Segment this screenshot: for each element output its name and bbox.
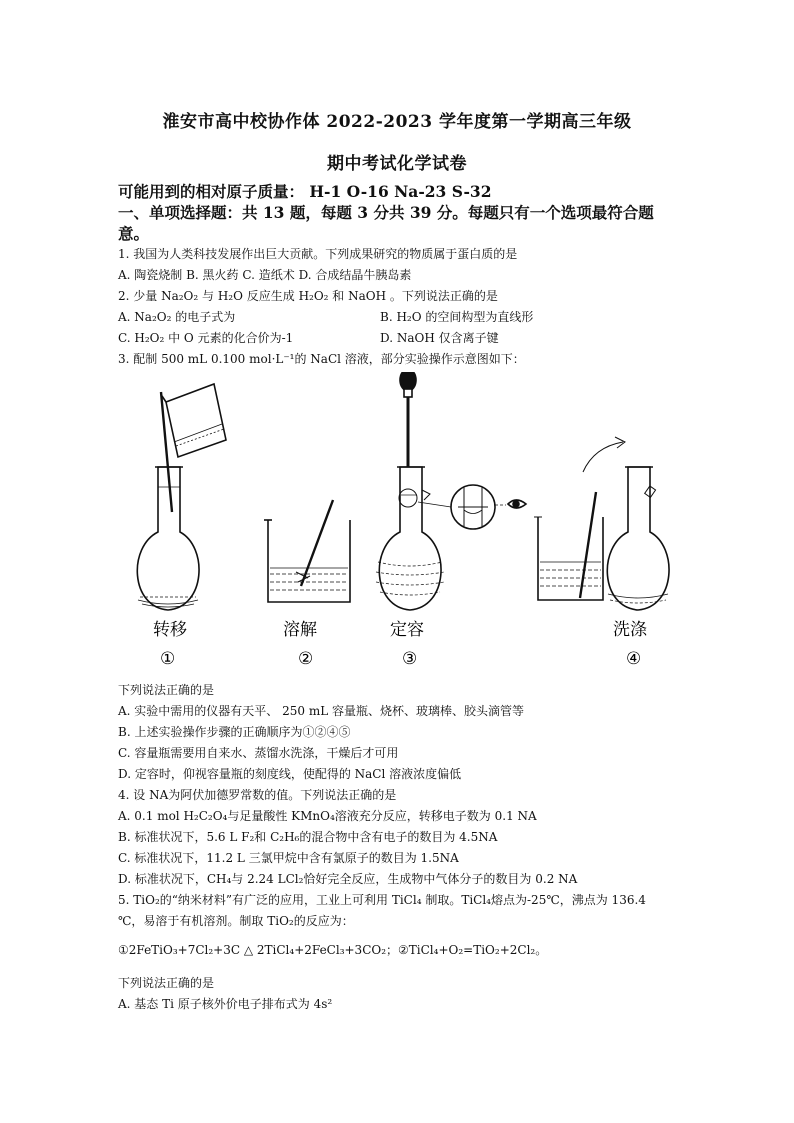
atomic-masses: 可能用到的相对原子质量： H-1 O-16 Na-23 S-32 xyxy=(118,182,492,201)
step-label-dissolve: 溶解 xyxy=(283,620,317,640)
q5-reactions: ①2FeTiO₃+7Cl₂+3C △ 2TiCl₄+2FeCl₃+3CO₂；②TiCl₄+O₂=TiO₂+2Cl₂。 xyxy=(118,943,548,957)
q3-prompt: 下列说法正确的是 xyxy=(118,683,215,697)
q4-option-c: C. 标准状况下，11.2 L 三氯甲烷中含有氯原子的数目为 1.5NA xyxy=(118,851,459,865)
lab-procedure-diagram xyxy=(118,372,678,672)
step-number-1: ① xyxy=(160,649,176,669)
q5-option-a: A. 基态 Ti 原子核外价电子排布式为 4s² xyxy=(118,997,333,1011)
section1-heading-line2: 意。 xyxy=(118,224,150,243)
q2-option-d: D. NaOH 仅含离子键 xyxy=(380,331,499,345)
magnified-scale xyxy=(418,485,495,529)
step-number-4: ④ xyxy=(626,649,642,669)
q2-options-cd xyxy=(118,330,708,346)
q4-option-d: D. 标准状况下，CH₄与 2.24 LCl₂恰好完全反应，生成物中气体分子的数目为 0.2 NA xyxy=(118,872,578,886)
beaker-pouring xyxy=(162,384,226,457)
q1-stem: 1. 我国为人类科技发展作出巨大贡献。下列成果研究的物质属于蛋白质的是 xyxy=(118,247,518,261)
volumetric-flask-transfer xyxy=(137,467,199,610)
exam-title-line2: 期中考试化学试卷 xyxy=(327,154,467,174)
dropper xyxy=(400,372,416,482)
q1-options: A. 陶瓷烧制 B. 黑火药 C. 造纸术 D. 合成结晶牛胰岛素 xyxy=(118,268,412,282)
q2-option-a: A. Na₂O₂ 的电子式为 xyxy=(118,310,236,324)
q5-stem-line2: ℃，易溶于有机溶剂。制取 TiO₂的反应为： xyxy=(118,914,354,928)
volumetric-flask-wash xyxy=(607,467,669,610)
q5-stem-line1: 5. TiO₂的“纳米材料”有广泛的应用，工业上可利用 TiCl₄ 制取。TiCl₄熔点为-25℃，沸点为 136.4 xyxy=(118,893,646,907)
step-number-3: ③ xyxy=(402,649,418,669)
q3-option-a: A. 实验中需用的仪器有天平、 250 mL 容量瓶、烧杯、玻璃棒、胶头滴管等 xyxy=(118,704,524,718)
q3-stem: 3. 配制 500 mL 0.100 mol·L⁻¹的 NaCl 溶液，部分实验操作示意图如下： xyxy=(118,352,525,366)
curved-arrow-icon xyxy=(583,437,625,472)
beaker-wash xyxy=(534,492,603,600)
q4-stem: 4. 设 NA为阿伏加德罗常数的值。下列说法正确的是 xyxy=(118,788,397,802)
exam-title-line1: 淮安市高中校协作体 2022-2023 学年度第一学期高三年级 xyxy=(162,112,632,132)
q3-option-d: D. 定容时，仰视容量瓶的刻度线，使配得的 NaCl 溶液浓度偏低 xyxy=(118,767,462,781)
section1-heading-line1: 一、单项选择题：共 13 题，每题 3 分共 39 分。每题只有一个选项最符合题 xyxy=(118,203,654,222)
q3-option-c: C. 容量瓶需要用自来水、蒸馏水洗涤，干燥后才可用 xyxy=(118,746,399,760)
q4-option-b: B. 标准状况下，5.6 L F₂和 C₂H₆的混合物中含有电子的数目为 4.5NA xyxy=(118,830,498,844)
q5-prompt: 下列说法正确的是 xyxy=(118,976,215,990)
volumetric-flask-volume xyxy=(376,467,444,610)
q2-stem: 2. 少量 Na₂O₂ 与 H₂O 反应生成 H₂O₂ 和 NaOH 。下列说法正确的是 xyxy=(118,289,498,303)
q2-options-ab xyxy=(118,309,708,325)
q2-option-c: C. H₂O₂ 中 O 元素的化合价为-1 xyxy=(118,331,294,345)
step-number-2: ② xyxy=(298,649,314,669)
step-label-volume: 定容 xyxy=(390,620,424,640)
q3-figure xyxy=(118,372,678,672)
eye-icon xyxy=(495,500,526,508)
step-label-transfer: 转移 xyxy=(153,620,187,640)
q3-option-b: B. 上述实验操作步骤的正确顺序为①②④⑤ xyxy=(118,725,351,739)
q4-option-a: A. 0.1 mol H₂C₂O₄与足量酸性 KMnO₄溶液充分反应，转移电子数为 0.1 NA xyxy=(118,809,537,823)
q2-option-b: B. H₂O 的空间构型为直线形 xyxy=(380,310,534,324)
beaker-dissolve xyxy=(264,500,350,602)
step-label-wash: 洗涤 xyxy=(613,620,647,640)
